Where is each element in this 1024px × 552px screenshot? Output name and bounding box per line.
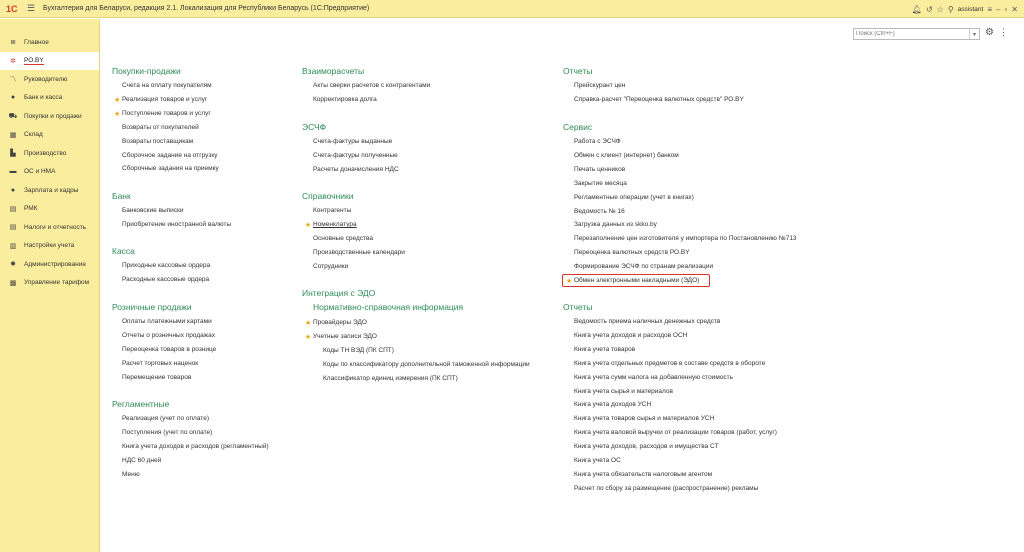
menu-link-label: Сборочное задание на отгрузку bbox=[122, 151, 218, 159]
search-icon[interactable]: ⚲ bbox=[947, 4, 954, 14]
star-icon[interactable]: ★ bbox=[566, 278, 573, 285]
menu-link[interactable] bbox=[122, 207, 184, 214]
settings-menu-icon[interactable]: ≡ bbox=[987, 4, 992, 14]
menu-link[interactable] bbox=[313, 96, 377, 103]
sidebar-item[interactable] bbox=[0, 144, 99, 163]
menu-link-label: Коды по классификатору дополнительной таможенной информации bbox=[323, 360, 530, 368]
menu-link[interactable] bbox=[313, 263, 348, 270]
menu-link-label: Сборочные задания на приемку bbox=[122, 165, 219, 173]
sidebar-item-label: Зарплата и кадры bbox=[24, 186, 79, 194]
menu-link[interactable] bbox=[122, 346, 216, 353]
menu-link-label: Книга учета валовой выручки от реализации товаров (работ, услуг) bbox=[574, 429, 777, 437]
menu-link-label: Номенклатура bbox=[313, 220, 357, 228]
menu-link[interactable] bbox=[574, 332, 687, 339]
menu-link[interactable] bbox=[323, 361, 530, 368]
menu-link[interactable] bbox=[323, 347, 394, 354]
menu-link[interactable] bbox=[122, 471, 140, 478]
menu-link[interactable] bbox=[574, 485, 758, 492]
sidebar-item[interactable] bbox=[0, 218, 99, 237]
title-bar bbox=[0, 0, 1024, 18]
sidebar-item[interactable] bbox=[0, 33, 99, 52]
star-icon[interactable]: ★ bbox=[305, 320, 312, 327]
menu-link-label: Книга учета сумм налога на добавленную стоимость bbox=[574, 373, 734, 381]
sidebar bbox=[0, 19, 100, 552]
menu-link[interactable] bbox=[122, 360, 198, 367]
menu-link[interactable] bbox=[122, 318, 212, 325]
search-input[interactable] bbox=[854, 31, 969, 37]
menu-link[interactable] bbox=[122, 374, 191, 381]
menu-link-label: Основные средства bbox=[313, 234, 373, 242]
menu-link-label: Переоценка валютных средств РО.BY bbox=[574, 249, 690, 257]
sidebar-item[interactable] bbox=[0, 89, 99, 108]
register-icon: ▤ bbox=[9, 205, 17, 213]
menu-link[interactable] bbox=[122, 429, 212, 436]
menu-link[interactable] bbox=[114, 95, 208, 104]
sidebar-item-label: РО.BY bbox=[24, 56, 44, 64]
menu-link[interactable] bbox=[574, 443, 719, 450]
menu-link[interactable] bbox=[323, 375, 458, 382]
star-icon[interactable]: ★ bbox=[305, 333, 312, 341]
star-icon[interactable]: ★ bbox=[114, 110, 121, 118]
section-title: Отчеты bbox=[563, 302, 593, 312]
menu-link[interactable] bbox=[574, 96, 744, 103]
menu-link-label: Книга учета обязательств налоговым агентом bbox=[574, 470, 713, 478]
menu-link[interactable] bbox=[313, 166, 399, 173]
main-menu-icon[interactable]: ☰ bbox=[26, 3, 36, 13]
menu-link-label: Провайдеры ЭДО bbox=[313, 319, 367, 326]
menu-link-label: Загрузка данных из skko.by bbox=[574, 221, 657, 229]
menu-link-label: Приходные кассовые ордера bbox=[122, 262, 211, 269]
section-title: Взаиморасчеты bbox=[302, 66, 365, 76]
menu-link[interactable] bbox=[574, 374, 733, 381]
menu-link[interactable] bbox=[574, 471, 712, 478]
sidebar-item-label: Покупки и продажи bbox=[24, 112, 82, 120]
menu-link-label: Переоценка товаров в рознице bbox=[122, 345, 217, 353]
menu-link-label: Книга учета товаров сырья и материалов УСН bbox=[574, 415, 715, 423]
menu-link[interactable] bbox=[122, 276, 209, 283]
search-dropdown-icon[interactable]: ▾ bbox=[969, 29, 979, 39]
menu-link[interactable] bbox=[574, 415, 714, 422]
menu-link[interactable] bbox=[574, 249, 690, 256]
sidebar-item-label: РМК bbox=[24, 205, 38, 213]
menu-link-label: Корректировка долга bbox=[313, 95, 377, 103]
menu-link[interactable] bbox=[574, 263, 713, 270]
section-title: Отчеты bbox=[563, 66, 593, 76]
menu-link-label: Возвраты от покупателей bbox=[122, 123, 199, 131]
menu-link[interactable] bbox=[574, 457, 621, 464]
menu-link[interactable] bbox=[122, 262, 210, 269]
menu-link[interactable] bbox=[122, 138, 193, 145]
menu-link-label: Перезаполнение цен изготовителя у импортера по Постановлению №713 bbox=[574, 235, 797, 243]
menu-link-label: Счета-фактуры полученные bbox=[313, 151, 398, 159]
menu-link[interactable] bbox=[574, 208, 625, 215]
gear-icon: ✹ bbox=[10, 261, 16, 269]
highlight-frame bbox=[562, 274, 710, 287]
menu-link-label: Обмен электронными накладными (ЭДО) bbox=[574, 277, 700, 284]
section-title: Справочники bbox=[302, 191, 354, 201]
menu-link[interactable] bbox=[313, 82, 430, 89]
menu-link[interactable] bbox=[122, 82, 212, 89]
sidebar-item-label: Банк и касса bbox=[24, 94, 63, 102]
menu-link-label: Книга учета отдельных предметов в составе средств в обороте bbox=[574, 359, 766, 367]
coins-icon: ● bbox=[10, 94, 16, 102]
menu-link[interactable] bbox=[313, 138, 392, 145]
person-icon: ● bbox=[10, 186, 16, 194]
sidebar-item-label: ОС и НМА bbox=[24, 168, 56, 176]
truck-icon: ▬ bbox=[9, 168, 17, 176]
menu-link[interactable] bbox=[122, 443, 269, 450]
section-title: Покупки-продажи bbox=[112, 66, 181, 76]
sidebar-item-label: Производство bbox=[24, 149, 67, 157]
search-box[interactable] bbox=[853, 28, 980, 40]
user-name[interactable]: assistant bbox=[957, 5, 984, 13]
menu-link-label: Обмен с клиент (интернет) банком bbox=[574, 151, 679, 159]
menu-link[interactable] bbox=[574, 318, 720, 325]
menu-link[interactable] bbox=[574, 221, 657, 228]
tariff-icon: ▩ bbox=[9, 279, 17, 287]
menu-lines-icon: ≣ bbox=[10, 39, 16, 47]
menu-link-label: Книга учета доходов и расходов ОСН bbox=[574, 331, 688, 339]
sidebar-item-label: Склад bbox=[24, 131, 43, 139]
menu-link[interactable] bbox=[305, 332, 377, 341]
menu-link[interactable] bbox=[574, 194, 694, 201]
menu-link-label: Классификатор единиц измерения (ПК СПТ) bbox=[323, 374, 458, 382]
menu-link[interactable] bbox=[313, 152, 398, 159]
menu-link-label: Контрагенты bbox=[313, 207, 352, 214]
menu-link-label: Возвраты поставщикам bbox=[122, 137, 194, 145]
menu-link[interactable] bbox=[122, 165, 219, 172]
menu-link-label: Прейскурант цен bbox=[574, 82, 626, 89]
menu-link[interactable] bbox=[305, 220, 357, 229]
menu-link-label: Оплаты платежными картами bbox=[122, 318, 212, 325]
menu-link-label: Книга учета ОС bbox=[574, 457, 621, 464]
menu-link[interactable] bbox=[574, 401, 651, 408]
toolbar-right bbox=[912, 0, 1018, 18]
menu-link-label: НДС 60 дней bbox=[122, 456, 162, 464]
menu-link-label: Перемещение товаров bbox=[122, 373, 192, 381]
menu-link[interactable] bbox=[574, 388, 673, 395]
gear-icon[interactable]: ⚙ bbox=[985, 27, 994, 38]
menu-link[interactable] bbox=[114, 109, 211, 118]
menu-link-label: Приобретение иностранной валюты bbox=[122, 220, 232, 228]
menu-link[interactable] bbox=[574, 360, 765, 367]
menu-link[interactable] bbox=[574, 138, 621, 145]
menu-link-label: Реализация (учет по оплате) bbox=[122, 415, 209, 422]
menu-link-label: Меню bbox=[122, 470, 140, 478]
sidebar-item-label: Налоги и отчетность bbox=[24, 223, 87, 231]
menu-link-label: Учетные записи ЭДО bbox=[313, 332, 377, 340]
menu-link-label: Книга учета сырья и материалов bbox=[574, 387, 673, 395]
sidebar-item-label: Администрирование bbox=[24, 260, 86, 268]
menu-link[interactable] bbox=[574, 180, 627, 187]
section-title: Регламентные bbox=[112, 399, 170, 409]
menu-link[interactable] bbox=[122, 124, 199, 131]
section-title: Розничные продажи bbox=[112, 302, 192, 312]
app-title: Бухгалтерия для Беларуси, редакция 2.1. Локализация для Республики Беларусь (1С:Предприятие) bbox=[43, 5, 370, 12]
menu-link-label: Банковские выписки bbox=[122, 207, 184, 214]
menu-link-label: Закрытие месяца bbox=[574, 179, 627, 187]
section-title: Интеграция с ЭДО bbox=[302, 288, 376, 298]
sidebar-item[interactable] bbox=[0, 255, 99, 274]
menu-link[interactable] bbox=[574, 346, 635, 353]
snowflake-icon: ✲ bbox=[10, 57, 16, 65]
favorites-icon[interactable]: ☆ bbox=[936, 4, 944, 14]
menu-link[interactable] bbox=[305, 319, 367, 327]
sidebar-item[interactable] bbox=[0, 274, 99, 293]
menu-link-label: Книга учета товаров bbox=[574, 345, 636, 353]
menu-link-label: Счета-фактуры выданные bbox=[313, 138, 393, 145]
section-title: Банк bbox=[112, 191, 131, 201]
main-panel bbox=[101, 19, 1024, 552]
menu-link[interactable] bbox=[313, 207, 351, 214]
menu-link[interactable] bbox=[574, 429, 777, 436]
subsection-title: Нормативно-справочная информация bbox=[313, 302, 464, 312]
menu-link-label: Книга учета доходов, расходов и имущества СТ bbox=[574, 443, 719, 451]
menu-link-label: Расчеты доначисления НДС bbox=[313, 165, 399, 173]
menu-link[interactable] bbox=[313, 235, 373, 242]
menu-link[interactable] bbox=[574, 166, 625, 173]
sidebar-item[interactable] bbox=[0, 200, 99, 219]
sidebar-item[interactable] bbox=[0, 163, 99, 182]
menu-link-label: Счета на оплату покупателям bbox=[122, 82, 212, 89]
menu-link[interactable] bbox=[574, 82, 625, 89]
menu-link-label: Расчет торговых наценок bbox=[122, 359, 199, 367]
menu-link[interactable] bbox=[122, 332, 215, 339]
menu-link-label: Работа с ЭСЧФ bbox=[574, 138, 621, 145]
menu-link[interactable] bbox=[122, 152, 218, 159]
menu-link-label: Справка-расчет "Переоценка валютных средств" РО.BY bbox=[574, 95, 744, 103]
sidebar-item[interactable] bbox=[0, 107, 99, 126]
menu-link[interactable] bbox=[313, 249, 405, 256]
history-icon[interactable]: ↺ bbox=[925, 4, 933, 14]
more-icon[interactable]: ⋮ bbox=[999, 27, 1008, 37]
menu-link-label: Печать ценников bbox=[574, 165, 626, 173]
menu-link-label: Отчеты о розничных продажах bbox=[122, 331, 215, 339]
section-title: Сервис bbox=[563, 122, 593, 132]
menu-link-label: Формирование ЭСЧФ по странам реализации bbox=[574, 263, 714, 271]
menu-link[interactable] bbox=[122, 457, 161, 464]
sidebar-item-label: Главное bbox=[24, 38, 49, 46]
1c-logo: 1С bbox=[6, 3, 18, 14]
maximize-icon[interactable]: ▫ bbox=[1004, 4, 1008, 14]
menu-link-label: Сотрудники bbox=[313, 262, 349, 270]
menu-link-label: Ведомость приема наличных денежных средств bbox=[574, 318, 721, 325]
menu-link[interactable] bbox=[122, 221, 231, 228]
bell-icon[interactable]: 🔔︎ bbox=[911, 4, 922, 14]
section-title: ЭСЧФ bbox=[302, 122, 327, 132]
menu-link-label: Производственные календари bbox=[313, 248, 405, 256]
trend-icon: 〽 bbox=[9, 76, 17, 84]
sidebar-item[interactable] bbox=[0, 126, 99, 145]
menu-link-label: Акты сверки расчетов с контрагентами bbox=[313, 82, 431, 89]
star-icon[interactable]: ★ bbox=[114, 96, 121, 104]
menu-link[interactable] bbox=[574, 235, 797, 242]
sidebar-item-label: Руководителю bbox=[24, 75, 68, 83]
sidebar-item[interactable] bbox=[0, 181, 99, 200]
star-icon[interactable]: ★ bbox=[305, 221, 312, 229]
close-icon[interactable]: ✕ bbox=[1011, 4, 1018, 14]
settings-icon: ▥ bbox=[9, 242, 17, 250]
menu-link-label: Книга учета доходов и расходов (регламентный) bbox=[122, 442, 269, 450]
menu-link-label: Ведомость № 16 bbox=[574, 207, 625, 215]
menu-link-label: Поступление товаров и услуг bbox=[122, 109, 211, 117]
menu-link[interactable] bbox=[122, 415, 209, 422]
warehouse-icon: ▦ bbox=[9, 131, 17, 139]
menu-link-label: Книга учета доходов УСН bbox=[574, 401, 652, 409]
cart-icon: ⛟ bbox=[8, 112, 18, 120]
sidebar-item[interactable] bbox=[0, 52, 99, 71]
menu-link[interactable] bbox=[574, 152, 679, 159]
factory-icon: ▙ bbox=[10, 150, 16, 158]
document-icon: ▤ bbox=[9, 224, 17, 232]
menu-link-label: Коды ТН ВЭД (ПК СПТ) bbox=[323, 346, 394, 354]
menu-link-label: Регламентные операции (учет в книгах) bbox=[574, 193, 694, 201]
sidebar-item-label: Управление тарифом bbox=[24, 279, 90, 287]
sidebar-item-label: Настройки учета bbox=[24, 242, 75, 250]
section-title: Касса bbox=[112, 246, 135, 256]
minimize-icon[interactable]: – bbox=[996, 4, 1001, 14]
sidebar-item[interactable] bbox=[0, 237, 99, 256]
menu-link-label: Расходные кассовые ордера bbox=[122, 275, 210, 283]
menu-link-label: Поступления (учет по оплате) bbox=[122, 428, 213, 436]
sidebar-item[interactable] bbox=[0, 70, 99, 89]
menu-link-label: Реализация товаров и услуг bbox=[122, 95, 208, 103]
menu-link-label: Расчет по сбору за размещение (распространение) рекламы bbox=[574, 484, 759, 492]
